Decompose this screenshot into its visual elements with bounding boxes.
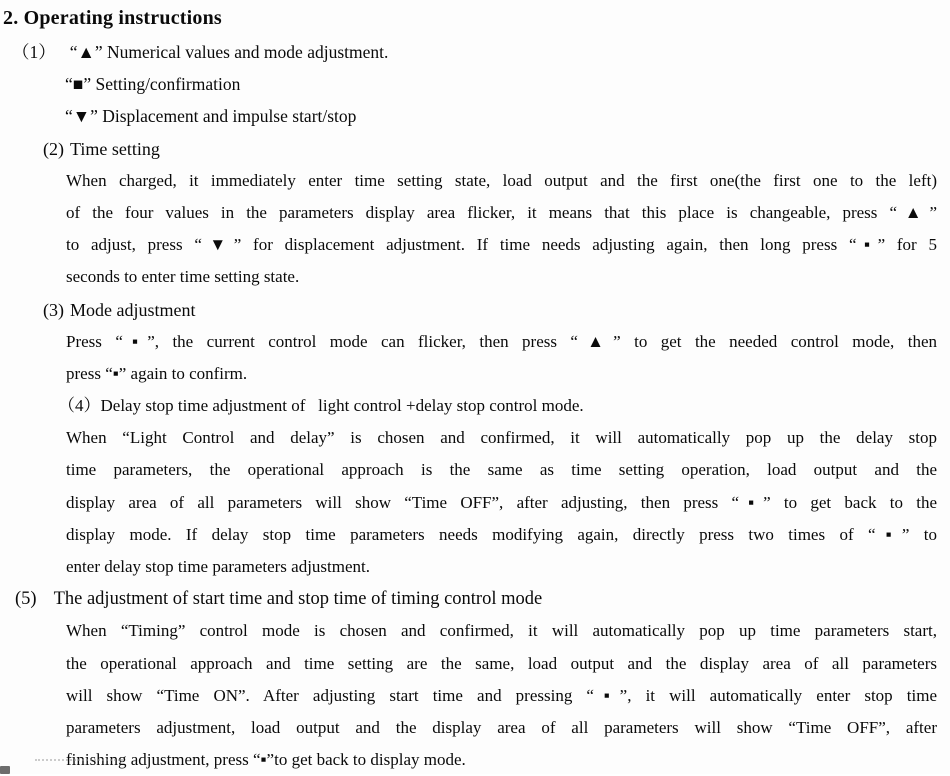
legend-item-set: [0, 68, 950, 100]
section-4-paragraph-line: When “Light Control and delay” is chosen and confirmed, it will automatically pop up the delay stop: [66, 428, 937, 448]
section-5-title: The adjustment of start time and stop time of timing control mode: [53, 589, 543, 610]
scan-artifact-smudge: [0, 766, 10, 774]
section-5-heading: [0, 583, 950, 615]
section-5-paragraph-line: the operational approach and time setting are the same, load output and the display area of all parameters: [66, 653, 937, 673]
section-4-title: Delay stop time adjustment of light control +delay stop control mode.: [100, 396, 584, 416]
section-2-paragraph-line: to adjust, press “▼” for displacement adjustment. If time needs adjusting again, then long press “▪” for 5: [66, 235, 937, 255]
section-4-paragraph-line: enter delay stop time parameters adjustment.: [66, 557, 371, 576]
legend-down-text: “▼” Displacement and impulse start/stop: [65, 106, 357, 127]
section-2-paragraph-line: seconds to enter time setting state.: [66, 267, 300, 287]
page-title: 2. Operating instructions: [3, 7, 222, 29]
legend-set-text: “■” Setting/confirmation: [65, 74, 241, 95]
section-3-paragraph-line: press “▪” again to confirm.: [66, 363, 248, 383]
section-5-paragraph-line: will show “Time ON”. After adjusting start time and pressing “▪”, it will automatically enter stop time: [66, 685, 937, 705]
legend-item-down: [0, 100, 950, 132]
section-3-paragraph-line: Press “▪”, the current control mode can flicker, then press “▲” to get the needed control mode, then: [66, 331, 937, 351]
section-2-heading: [0, 133, 950, 165]
section-2-paragraph-line: When charged, it immediately enter time setting state, load output and the first one(the first one to the left): [66, 170, 937, 190]
section-2-paragraph-line: of the four values in the parameters display area flicker, it means that this place is changeable, press “▲”: [66, 202, 937, 222]
section-5-paragraph-line: parameters adjustment, load output and the display area of all parameters will show “Time OFF”, after: [66, 717, 937, 737]
section-4-label: （4）: [58, 396, 101, 416]
scan-artifact-dotted-line: [35, 759, 123, 763]
section-5-paragraph-line: finishing adjustment, press “▪”to get back to display mode.: [66, 750, 466, 770]
section-5-paragraph-line: When “Timing” control mode is chosen and confirmed, it will automatically pop up time parameters start,: [66, 621, 937, 641]
section-3-title: Mode adjustment: [70, 299, 196, 320]
section-3-heading: [0, 294, 950, 326]
section-3-label: (3): [43, 299, 64, 320]
section-2-label: (2): [43, 138, 64, 159]
legend-up-text: “▲” Numerical values and mode adjustment.: [69, 42, 389, 62]
legend-label: （1）: [12, 42, 56, 62]
section-4-paragraph-line: display area of all parameters will show “Time OFF”, after adjusting, then press “▪” to get back to the: [66, 492, 937, 512]
section-5-label: (5): [15, 589, 37, 610]
legend-item-up: [0, 36, 950, 68]
section-4-heading: [0, 390, 950, 422]
section-4-paragraph-line: display mode. If delay stop time parameters needs modifying again, directly press two times of “▪” to: [66, 524, 937, 544]
section-4-paragraph-line: time parameters, the operational approach is the same as time setting operation, load output and the: [66, 460, 937, 480]
section-2-title: Time setting: [70, 138, 160, 159]
